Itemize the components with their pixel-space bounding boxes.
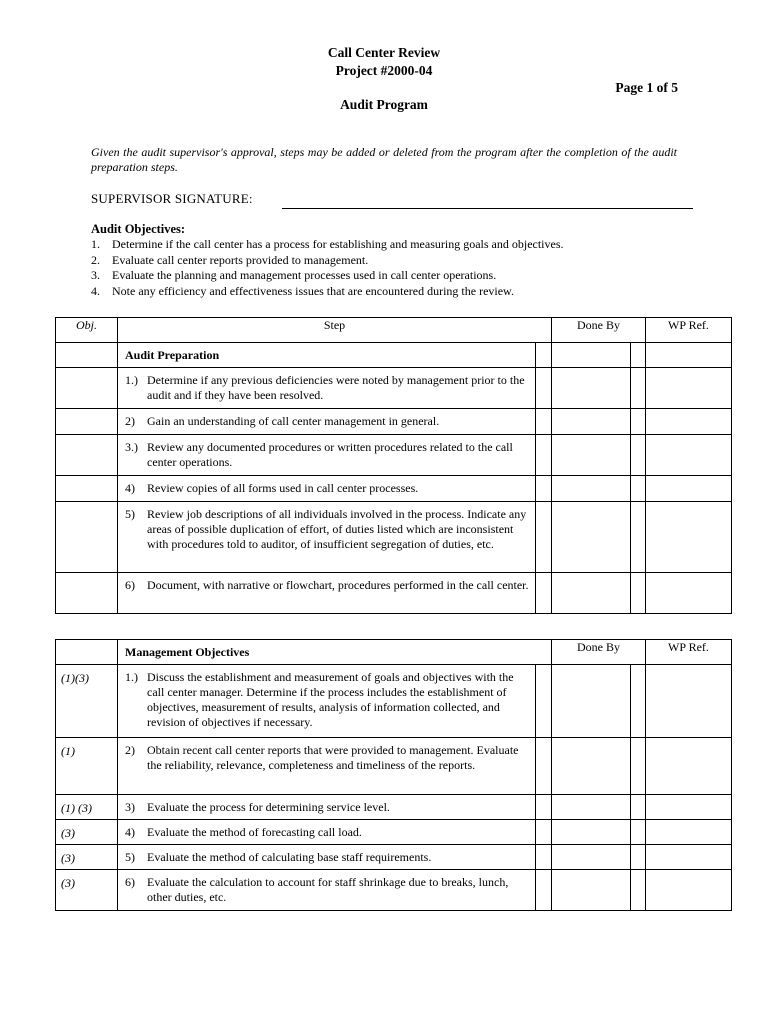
audit-preparation-table	[55, 317, 732, 614]
document-title: Call Center Review	[327, 45, 441, 60]
section-title: Audit Preparation	[118, 343, 536, 368]
table-header-row	[56, 318, 732, 343]
wp-ref-cell[interactable]	[646, 665, 732, 738]
wp-ref-cell[interactable]	[646, 738, 732, 795]
obj-cell	[56, 502, 118, 573]
wp-ref-cell[interactable]	[646, 573, 732, 614]
table-row	[56, 476, 732, 502]
page-number: Page 1 of 5	[615, 80, 678, 95]
step-cell: 1.) Determine if any previous deficiencies were noted by management prior to the audit and if they have been resolved.	[118, 368, 536, 409]
section-title: Management Objectives	[118, 640, 552, 665]
list-item: 3. Evaluate the planning and management processes used in call center operations.	[91, 268, 497, 282]
done-by-cell[interactable]	[552, 502, 631, 573]
done-by-header: Done By	[552, 640, 646, 665]
table-row	[56, 845, 732, 870]
done-by-cell[interactable]	[552, 409, 631, 435]
signature-label: SUPERVISOR SIGNATURE:	[91, 191, 253, 206]
done-by-cell[interactable]	[552, 820, 631, 845]
obj-cell: (3)	[56, 870, 118, 911]
done-by-cell[interactable]	[552, 435, 631, 476]
table-row	[56, 502, 732, 573]
project-number: Project #2000-04	[335, 63, 433, 78]
table-row	[56, 435, 732, 476]
wp-ref-cell[interactable]	[646, 435, 732, 476]
obj-cell: (1)	[56, 738, 118, 795]
objectives-list	[91, 237, 564, 299]
step-header: Step	[118, 318, 552, 343]
wp-ref-cell[interactable]	[646, 820, 732, 845]
done-by-cell[interactable]	[552, 665, 631, 738]
table-header-row	[56, 640, 732, 665]
wp-ref-cell[interactable]	[646, 845, 732, 870]
wp-ref-cell[interactable]	[646, 870, 732, 911]
step-cell: 5) Review job descriptions of all individuals involved in the process. Indicate any areas of possible duplication of effort, of duties listed which are inconsistent with procedures told to auditor, of insufficient segregation of duties, etc.	[118, 502, 536, 573]
list-item: 2. Evaluate call center reports provided to management.	[91, 252, 369, 267]
step-cell: 1.) Discuss the establishment and measurement of goals and objectives with the call center manager. Determine if the process includes the establishment of objectives, measurement of results, analysis of information collected, and revision of objectives if necessary.	[118, 665, 536, 738]
document-subtitle: Audit Program	[340, 97, 428, 112]
obj-cell	[56, 640, 118, 665]
wp-ref-header: WP Ref.	[646, 640, 732, 665]
step-cell: 6) Document, with narrative or flowchart, procedures performed in the call center.	[118, 573, 536, 614]
table-row	[56, 870, 732, 911]
obj-cell	[56, 368, 118, 409]
obj-cell: (1)(3)	[56, 665, 118, 738]
obj-cell: (1) (3)	[56, 795, 118, 820]
table-row	[56, 665, 732, 738]
done-by-cell[interactable]	[552, 870, 631, 911]
done-by-cell[interactable]	[552, 738, 631, 795]
wp-ref-cell[interactable]	[646, 409, 732, 435]
table-row	[56, 738, 732, 795]
done-by-cell[interactable]	[552, 476, 631, 502]
done-by-header: Done By	[552, 318, 646, 343]
step-cell: 4) Review copies of all forms used in call center processes.	[118, 476, 536, 502]
obj-cell	[56, 409, 118, 435]
obj-cell	[56, 435, 118, 476]
obj-cell	[56, 573, 118, 614]
step-cell: 3) Evaluate the process for determining service level.	[118, 795, 536, 820]
wp-ref-cell[interactable]	[646, 368, 732, 409]
done-by-cell[interactable]	[552, 795, 631, 820]
list-item: 4. Note any efficiency and effectiveness issues that are encountered during the review.	[91, 283, 514, 298]
obj-cell: (3)	[56, 845, 118, 870]
obj-header: Obj.	[56, 318, 118, 343]
done-by-cell[interactable]	[552, 845, 631, 870]
signature-line[interactable]	[282, 208, 693, 209]
obj-cell	[56, 343, 118, 368]
wp-ref-cell[interactable]	[646, 795, 732, 820]
list-item: 1. Determine if the call center has a process for establishing and measuring goals and objectives.	[91, 237, 564, 251]
done-by-cell[interactable]	[552, 573, 631, 614]
obj-cell: (3)	[56, 820, 118, 845]
table-row	[56, 573, 732, 614]
table-row	[56, 820, 732, 845]
table-row	[56, 368, 732, 409]
section-row	[56, 343, 732, 368]
table-row	[56, 795, 732, 820]
done-by-cell[interactable]	[552, 368, 631, 409]
table-row	[56, 409, 732, 435]
intro-note: Given the audit supervisor's approval, steps may be added or deleted from the program after the completion of the audit preparation steps.	[91, 145, 677, 174]
obj-cell	[56, 476, 118, 502]
step-cell: 4) Evaluate the method of forecasting call load.	[118, 820, 536, 845]
step-cell: 6) Evaluate the calculation to account for staff shrinkage due to breaks, lunch, other duties, etc.	[118, 870, 536, 911]
management-objectives-table	[55, 639, 732, 911]
step-cell: 3.) Review any documented procedures or written procedures related to the call center operations.	[118, 435, 536, 476]
objectives-heading: Audit Objectives:	[91, 222, 186, 236]
wp-ref-header: WP Ref.	[646, 318, 732, 343]
step-cell: 5) Evaluate the method of calculating base staff requirements.	[118, 845, 536, 870]
step-cell: 2) Obtain recent call center reports that were provided to management. Evaluate the reliability, relevance, completeness and timeliness of the reports.	[118, 738, 536, 795]
step-cell: 2) Gain an understanding of call center management in general.	[118, 409, 536, 435]
wp-ref-cell[interactable]	[646, 502, 732, 573]
wp-ref-cell[interactable]	[646, 476, 732, 502]
